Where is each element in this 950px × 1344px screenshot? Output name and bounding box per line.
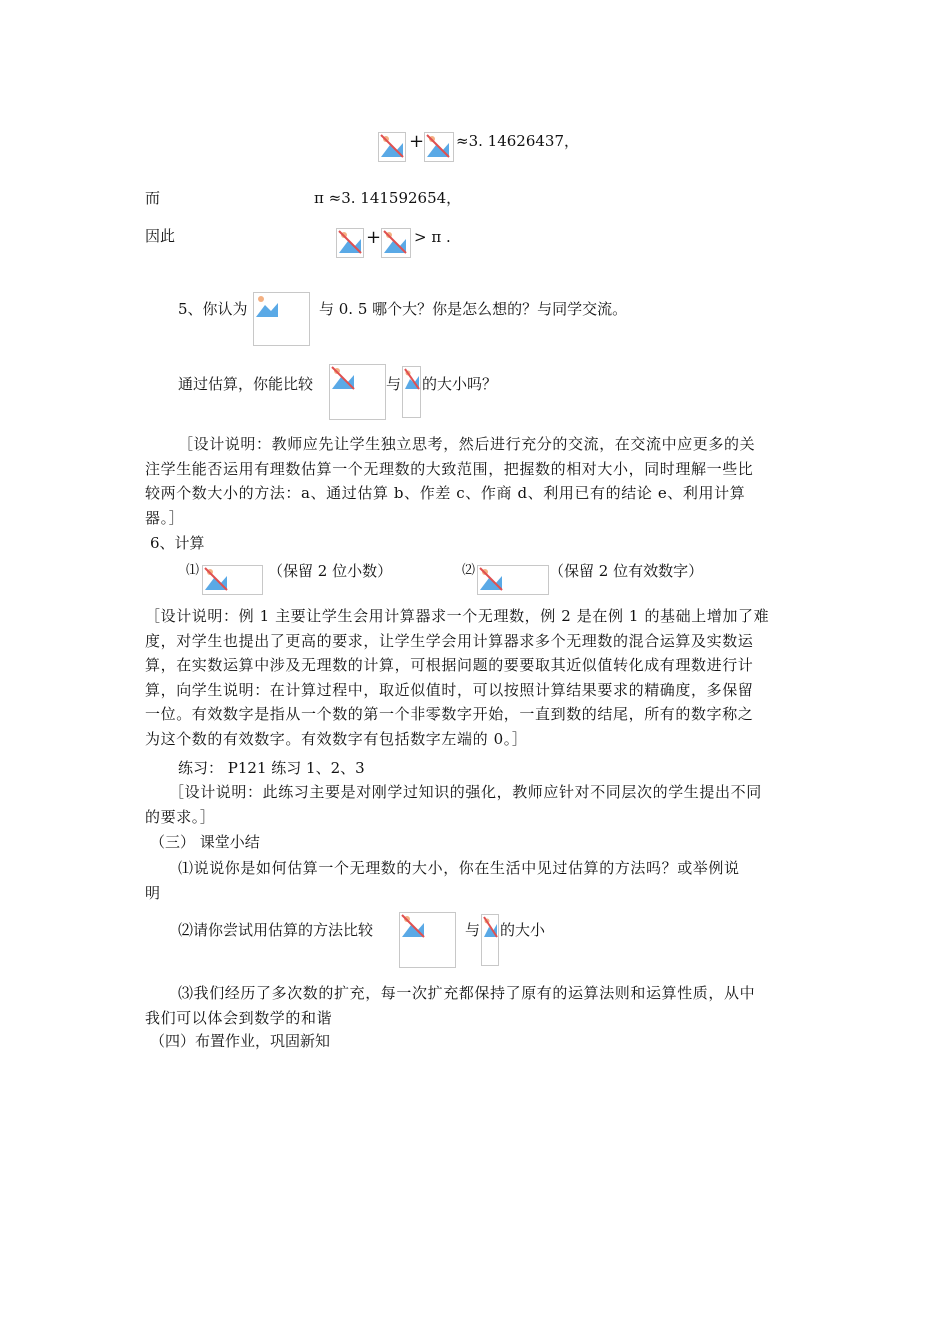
q5-text-after: 与 0. 5 哪个大？你是怎么想的？与同学交流。 xyxy=(319,300,628,318)
design-note-line: 为这个数的有效数字。有效数字有包括数字左端的 0。］ xyxy=(145,729,528,748)
q6-item2-label: ⑵ xyxy=(462,563,476,578)
formula-image xyxy=(402,366,421,418)
summary2-text-before: ⑵请你尝试用估算的方法比较 xyxy=(178,921,374,939)
design-note-line: 算，在实数运算中涉及无理数的计算，可根据问题的要要取其近似值转化成有理数进行计 xyxy=(145,656,754,674)
design-note-line: 一位。有效数字是指从一个数的第一个非零数字开始，一直到数的结尾，所有的数字称之 xyxy=(145,705,754,723)
design-note-line: ［设计说明：例 1 主要让学生会用计算器求一个无理数，例 2 是在例 1 的基础上增加了难 xyxy=(145,607,770,625)
summary-item-1 xyxy=(145,856,825,905)
q6-item2-note: （保留 2 位有效数字） xyxy=(549,562,704,580)
q6-item1-note: （保留 2 位小数） xyxy=(268,562,393,580)
compare-text-after: 的大小吗？ xyxy=(422,375,498,393)
formula-image xyxy=(424,132,454,162)
design-note-line: 较两个数大小的方法：a、通过估算 b、作差 c、作商 d、利用已有的结论 e、利用计算 xyxy=(145,484,746,502)
label-er: 而 xyxy=(145,189,161,207)
design-note-line: ［设计说明：教师应先让学生独立思考，然后进行充分的交流，在交流中应更多的关 xyxy=(178,435,756,453)
summary-line: 明 xyxy=(145,883,161,902)
formula-image xyxy=(329,364,386,420)
compare-text-mid: 与 xyxy=(386,375,402,393)
formula-image xyxy=(481,914,499,966)
plus-sign: + xyxy=(409,131,425,152)
greater-than-pi: > π . xyxy=(414,228,451,246)
formula-image xyxy=(399,912,456,968)
design-note-line: 算，向学生说明：在计算过程中，取近似值时，可以按照计算结果要求的精确度，多保留 xyxy=(145,680,754,699)
label-yinci: 因此 xyxy=(145,227,176,245)
section-heading-3: （三） 课堂小结 xyxy=(150,833,260,851)
pi-approx: π ≈3. 141592654， xyxy=(314,189,462,207)
formula-image xyxy=(202,565,263,595)
section-heading-4: （四）布置作业，巩固新知 xyxy=(150,1032,331,1050)
summary-line: ⑶我们经历了多次数的扩充，每一次扩充都保持了原有的运算法则和运算性质，从中 xyxy=(178,984,756,1002)
summary-line: 我们可以体会到数学的和谐 xyxy=(145,1008,333,1027)
design-note-line: 注学生能否运用有理数估算一个无理数的大致范围，把握数的相对大小，同时理解一些比 xyxy=(145,459,754,478)
summary2-text-after: 的大小 xyxy=(500,921,546,939)
formula-image xyxy=(253,292,310,346)
summary-line: ⑴说说你是如何估算一个无理数的大小，你在生活中见过估算的方法吗？或举例说 xyxy=(178,859,740,877)
q6-item1-label: ⑴ xyxy=(186,563,200,578)
summary-item-3 xyxy=(145,981,825,1030)
design-note-line: 的要求。］ xyxy=(145,807,216,826)
q5-text-before: 5、你认为 xyxy=(178,300,248,318)
design-note-line: 度，对学生也提出了更高的要求，让学生学会用计算器求多个无理数的混合运算及实数运 xyxy=(145,631,754,650)
design-note-2 xyxy=(145,604,825,751)
q6-title: 6、计算 xyxy=(150,534,205,552)
formula-image xyxy=(477,565,549,595)
formula-image xyxy=(378,132,406,162)
formula-image xyxy=(336,228,364,258)
practice-line: 练习： P121 练习 1、2、3 xyxy=(178,759,365,777)
design-note-line: ［设计说明：此练习主要是对刚学过知识的强化，教师应针对不同层次的学生提出不同 xyxy=(169,783,762,801)
compare-text-before: 通过估算，你能比较 xyxy=(178,375,314,393)
design-note-1 xyxy=(145,432,825,530)
approx-value: ≈3. 14626437， xyxy=(456,132,579,150)
plus-sign: + xyxy=(366,227,382,248)
design-note-line: 器。］ xyxy=(145,508,185,527)
design-note-3 xyxy=(145,780,825,829)
summary2-text-mid: 与 xyxy=(465,921,481,939)
formula-image xyxy=(381,228,411,258)
